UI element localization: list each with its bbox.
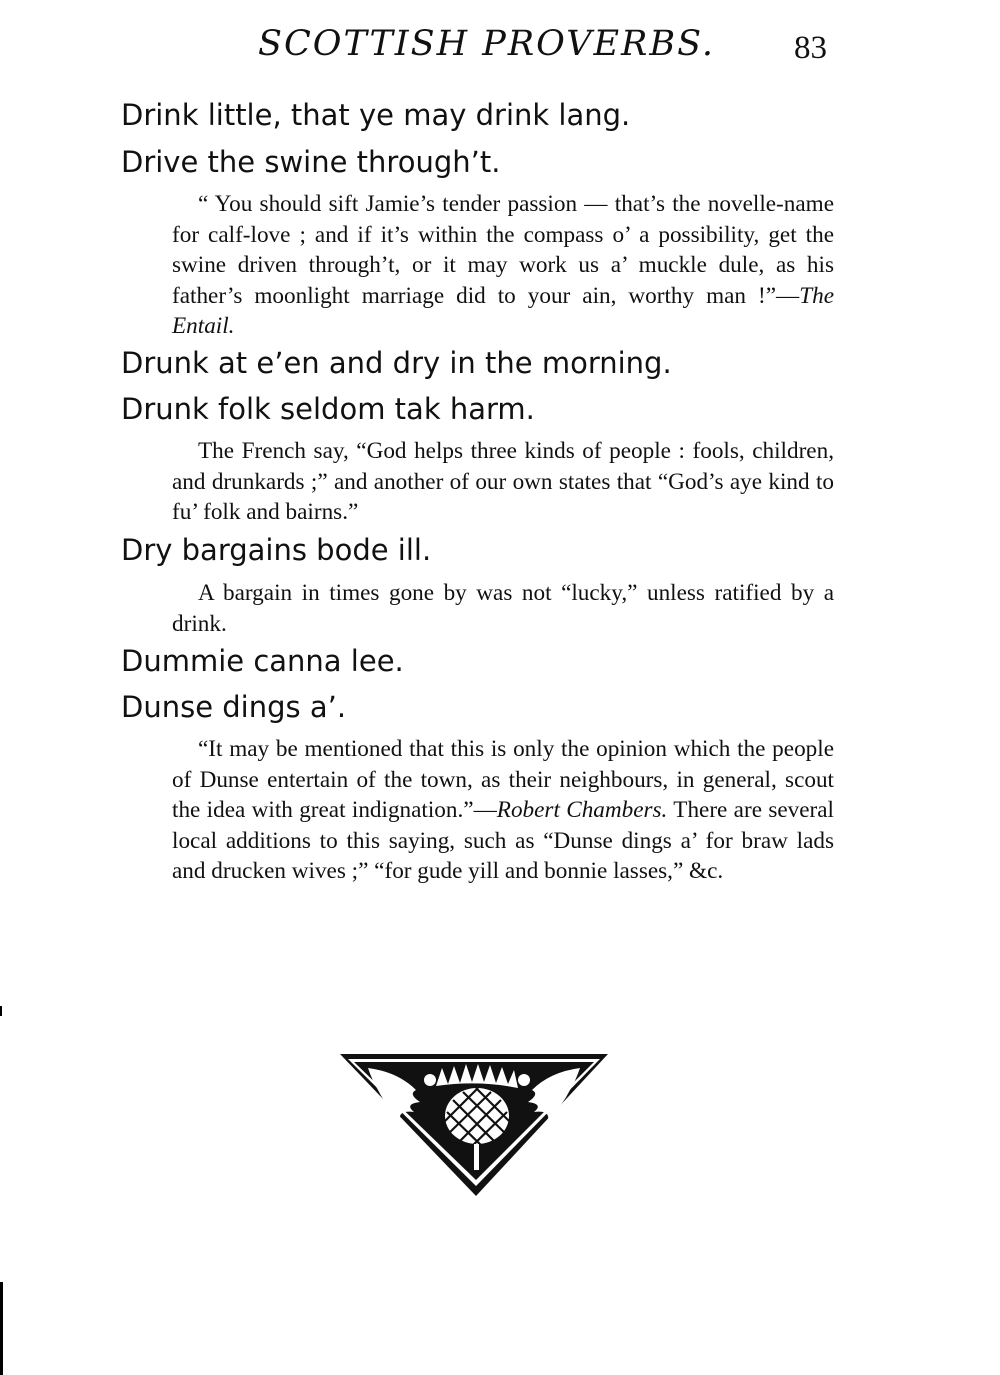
note-source: Robert Chambers. [496,797,668,824]
scan-edge-mark [0,1006,2,1016]
proverb-drunk-folk: Drunk folk seldom tak harm. [121,392,535,426]
proverb-dummie: Dummie canna lee. [121,644,404,678]
proverb-drive-the-swine: Drive the swine through’t. [121,145,501,179]
note-dry-bargains [172,578,834,639]
note-text: The French say, “God helps three kinds of people : fools, children, and drunkards ;” and another of our own states that “God’s aye kind to fu’ folk and bairns.” [172,438,834,526]
proverb-drink-little: Drink little, that ye may drink lang. [121,98,631,132]
thistle-ornament-icon [338,1050,610,1200]
running-title: SCOTTISH PROVERBS. [258,24,715,64]
page-number: 83 [794,30,827,66]
note-dunse-dings [172,734,834,887]
proverb-dunse-dings: Dunse dings a’. [121,690,347,724]
note-text-after: There are several local additions to this saying, such as “Dunse dings a’ for braw lads and drucken wives ;” “for gude yill and bonnie lasses,” &c. [172,797,834,885]
proverb-drunk-at-een: Drunk at e’en and dry in the morning. [121,346,672,380]
proverb-dry-bargains: Dry bargains bode ill. [121,533,432,567]
note-drive-the-swine [172,189,834,342]
note-text: “ You should sift Jamie’s tender passion — that’s the novelle-name for calf-love ; and if it’s within the compass o’ a possibility, get the swine driven through’t, or it may work us a’ muckle dule, as his father’s moonlight marriage did to your ain, worthy man !”— [172,191,834,309]
scan-edge-bar [0,1282,3,1375]
note-source: The Entail. [172,282,834,340]
note-drunk-folk [172,436,834,528]
note-text-before: “It may be mentioned that this is only the opinion which the people of Dunse entertain of the town, as their neighbours, in general, scout the idea with great indignation.”— [172,736,834,824]
note-text: A bargain in times gone by was not “lucky,” unless ratified by a drink. [172,580,834,637]
